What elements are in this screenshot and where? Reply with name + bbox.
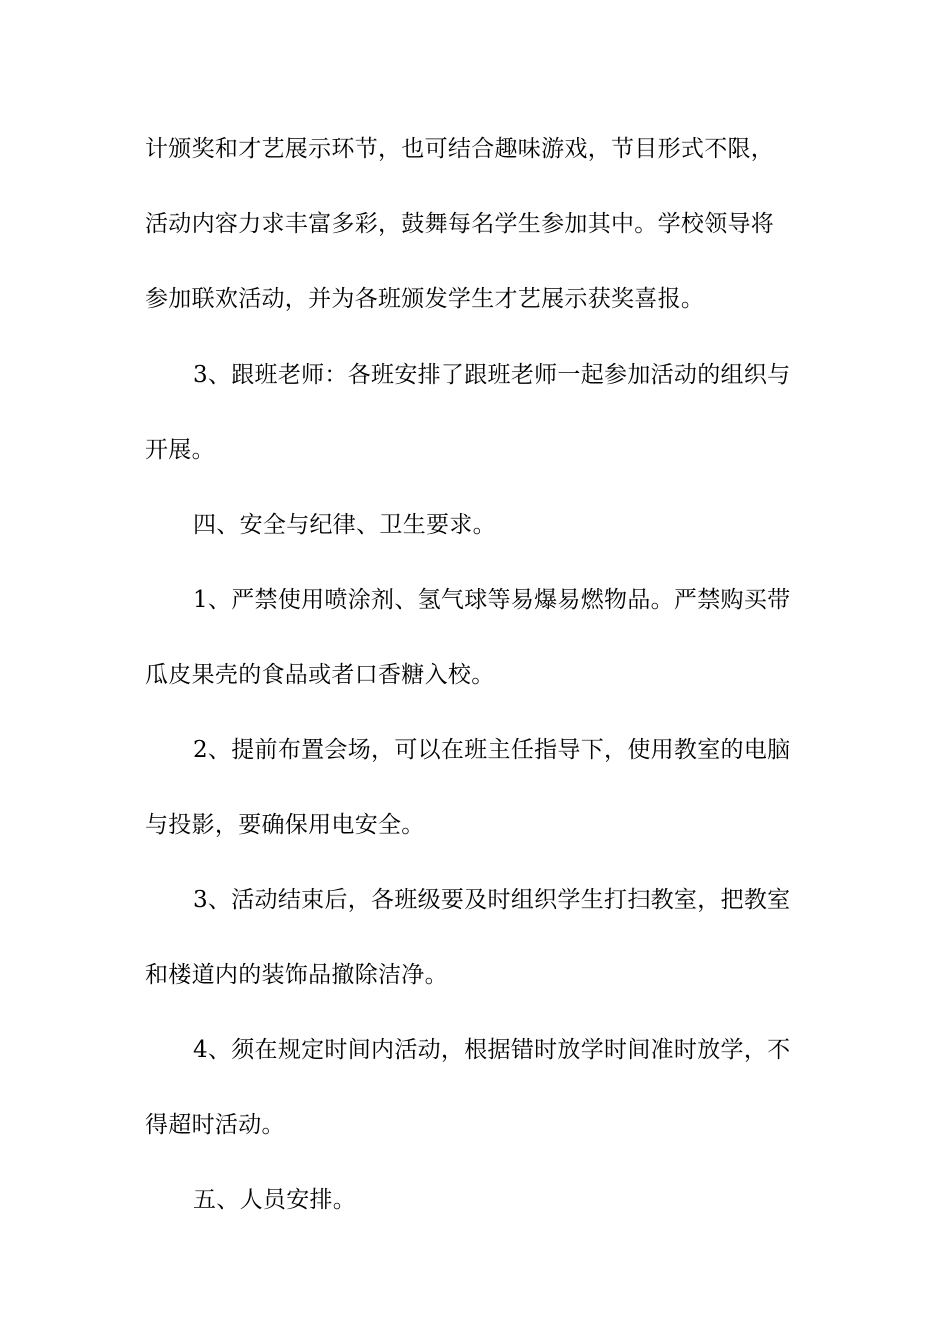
text-line: 活动内容力求丰富多彩，鼓舞每名学生参加其中。学校领导将	[145, 211, 775, 237]
text-line: 得超时活动。	[145, 1112, 285, 1138]
text-line: 和楼道内的装饰品撤除洁净。	[145, 962, 448, 988]
text-line: 3、活动结束后，各班级要及时组织学生打扫教室，把教室	[193, 887, 791, 913]
text-line: 瓜皮果壳的食品或者口香糖入校。	[145, 662, 495, 688]
text-line: 参加联欢活动，并为各班颁发学生才艺展示获奖喜报。	[145, 286, 705, 312]
section-heading: 五、人员安排。	[193, 1187, 357, 1213]
text-line: 2、提前布置会场，可以在班主任指导下，使用教室的电脑	[193, 737, 791, 763]
text-line: 1、严禁使用喷涂剂、氢气球等易爆易燃物品。严禁购买带	[193, 587, 791, 613]
text-line: 与投影，要确保用电安全。	[145, 812, 425, 838]
section-heading: 四、安全与纪律、卫生要求。	[193, 512, 496, 538]
text-line: 计颁奖和才艺展示环节，也可结合趣味游戏，节目形式不限，	[145, 136, 775, 162]
text-line: 3、跟班老师：各班安排了跟班老师一起参加活动的组织与	[193, 362, 791, 388]
text-line: 开展。	[145, 437, 215, 463]
text-line: 4、须在规定时间内活动，根据错时放学时间准时放学，不	[193, 1037, 791, 1063]
